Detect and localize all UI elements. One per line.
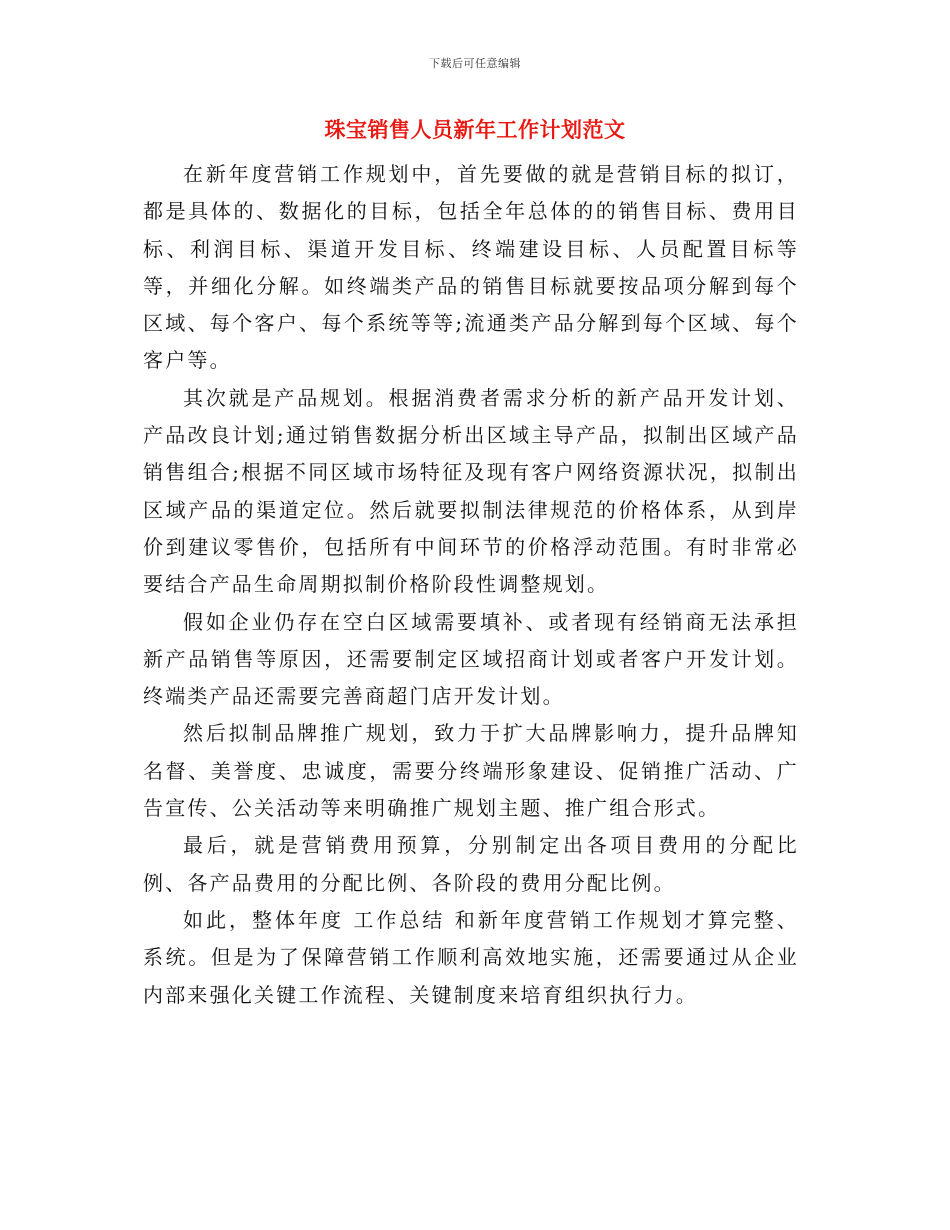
paragraph-4: 然后拟制品牌推广规划，致力于扩大品牌影响力，提升品牌知名督、美誉度、忠诚度，需要分终端形象建设、促销推广活动、广告宣传、公关活动等来明确推广规划主题、推广组合形式。	[143, 721, 799, 821]
header-note: 下载后可任意编辑	[429, 57, 521, 70]
paragraph-3: 假如企业仍存在空白区域需要填补、或者现有经销商无法承担新产品销售等原因，还需要制定区域招商计划或者客户开发计划。终端类产品还需要完善商超门店开发计划。	[143, 609, 799, 709]
paragraph-1: 在新年度营销工作规划中，首先要做的就是营销目标的拟订，都是具体的、数据化的目标，包括全年总体的的销售目标、费用目标、利润目标、渠道开发目标、终端建设目标、人员配置目标等等，并细化分解。如终端类产品的销售目标就要按品项分解到每个区域、每个客户、每个系统等等;流通类产品分解到每个区域、每个客户等。	[143, 162, 799, 373]
paragraph-6: 如此，整体年度 工作总结 和新年度营销工作规划才算完整、系统。但是为了保障营销工作顺利高效地实施，还需要通过从企业内部来强化关键工作流程、关键制度来培育组织执行力。	[143, 907, 799, 1007]
paragraph-5: 最后，就是营销费用预算，分别制定出各项目费用的分配比例、各产品费用的分配比例、各阶段的费用分配比例。	[143, 833, 799, 895]
document-body	[143, 156, 799, 1014]
document-title: 珠宝销售人员新年工作计划范文	[324, 118, 626, 142]
paragraph-2: 其次就是产品规划。根据消费者需求分析的新产品开发计划、产品改良计划;通过销售数据分析出区域主导产品，拟制出区域产品销售组合;根据不同区域市场特征及现有客户网络资源状况，拟制出区域产品的渠道定位。然后就要拟制法律规范的价格体系，从到岸价到建议零售价，包括所有中间环节的价格浮动范围。有时非常必要结合产品生命周期拟制价格阶段性调整规划。	[143, 385, 799, 597]
